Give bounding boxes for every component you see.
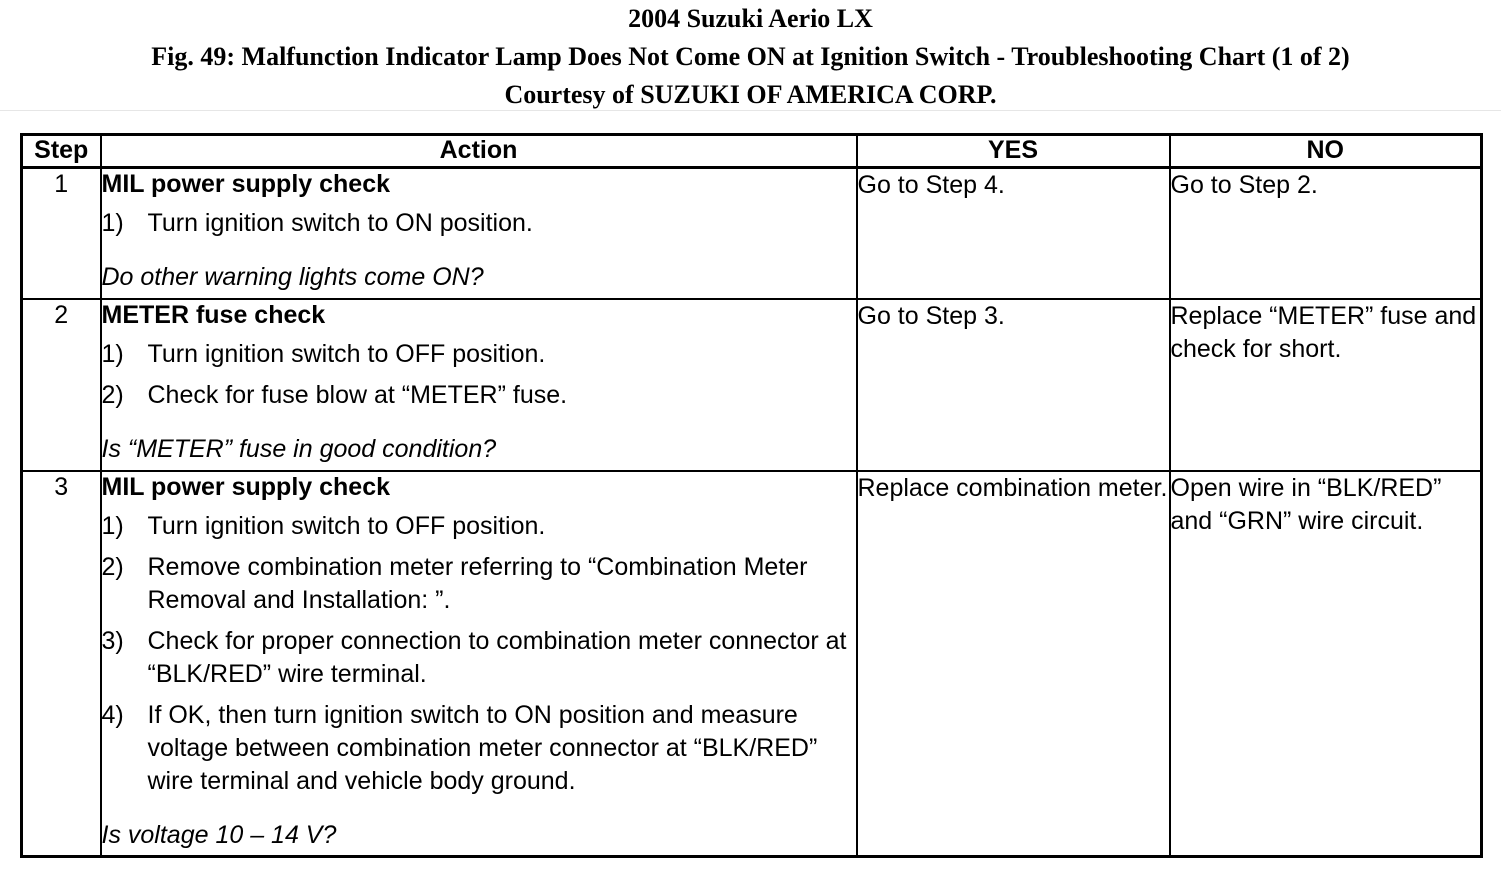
substep <box>102 379 856 412</box>
yes-cell: Go to Step 4. <box>857 168 1170 299</box>
substep-number: 1) <box>101 511 124 540</box>
action-question: Is “METER” fuse in good condition? <box>101 434 497 463</box>
substep <box>102 338 856 371</box>
table-header-row <box>22 135 1482 168</box>
substep-text: Check for fuse blow at “METER” fuse. <box>147 380 568 409</box>
action-title: MIL power supply check <box>101 170 391 198</box>
column-header-yes: YES <box>857 135 1170 168</box>
column-header-no: NO <box>1170 135 1482 168</box>
yes-cell: Replace combination meter. <box>857 471 1170 857</box>
substep <box>102 207 856 240</box>
substep-text: Check for proper connection to combination meter connector at “BLK/RED” wire terminal. <box>147 626 847 688</box>
column-header-action: Action <box>101 135 857 168</box>
substep-number: 1) <box>101 209 124 237</box>
column-header-step: Step <box>22 135 101 168</box>
step-number: 2 <box>22 299 101 471</box>
yes-cell: Go to Step 3. <box>857 299 1170 471</box>
action-cell <box>101 299 857 471</box>
no-cell: Open wire in “BLK/RED” and “GRN” wire circuit. <box>1170 471 1482 857</box>
substep <box>102 699 856 798</box>
no-cell: Replace “METER” fuse and check for short. <box>1170 299 1482 471</box>
table-row <box>22 299 1482 471</box>
table-row <box>22 168 1482 299</box>
substep-text: Turn ignition switch to OFF position. <box>147 511 546 540</box>
troubleshooting-table <box>20 133 1483 858</box>
substep <box>102 510 856 543</box>
vehicle-title: 2004 Suzuki Aerio LX <box>628 4 873 33</box>
no-cell: Go to Step 2. <box>1170 168 1482 299</box>
substep-text: If OK, then turn ignition switch to ON position and measure voltage between combination meter connector at “BLK/RED” wire terminal and vehicle body ground. <box>147 700 818 795</box>
courtesy-line: Courtesy of SUZUKI OF AMERICA CORP. <box>504 80 997 109</box>
document-header <box>0 0 1501 111</box>
action-title: METER fuse check <box>101 300 326 329</box>
substep-text: Turn ignition switch to ON position. <box>147 209 533 237</box>
step-number: 1 <box>22 168 101 299</box>
substep-number: 4) <box>101 700 124 729</box>
substep <box>102 625 856 691</box>
substep <box>102 551 856 617</box>
substep-number: 2) <box>101 380 124 409</box>
step-number: 3 <box>22 471 101 857</box>
substep-number: 3) <box>101 626 124 655</box>
action-question: Is voltage 10 – 14 V? <box>101 820 337 849</box>
substep-number: 2) <box>101 552 124 581</box>
action-title: MIL power supply check <box>101 472 391 501</box>
table-row <box>22 471 1482 857</box>
figure-title: Fig. 49: Malfunction Indicator Lamp Does Not Come ON at Ignition Switch - Troubleshooting Chart (1 of 2) <box>151 42 1350 71</box>
action-cell <box>101 168 857 299</box>
substep-text: Turn ignition switch to OFF position. <box>147 339 546 368</box>
substep-text: Remove combination meter referring to “Combination Meter Removal and Installation: ”. <box>147 552 808 614</box>
action-question: Do other warning lights come ON? <box>101 263 484 291</box>
substep-number: 1) <box>101 339 124 368</box>
action-cell <box>101 471 857 857</box>
